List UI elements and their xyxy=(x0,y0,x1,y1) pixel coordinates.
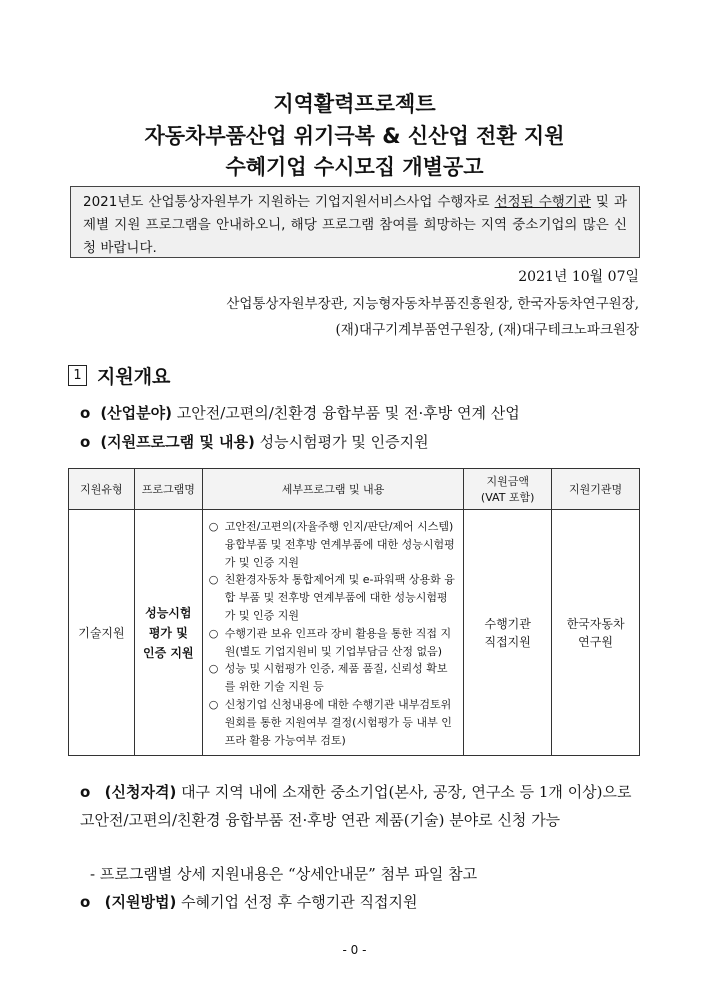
detail-item xyxy=(209,660,458,696)
header-amount: 지원금액 (VAT 포함) xyxy=(464,469,552,510)
detail-item-text: 수행기관 보유 인프라 장비 활용을 통한 직접 지원(별도 기업지원비 및 기업부담금 산정 없음) xyxy=(224,626,452,658)
page-number: - 0 - xyxy=(342,943,367,957)
eligibility-bullet xyxy=(80,778,650,834)
industry-field-text: 고안전/고편의/친환경 융합부품 및 전·후방 연계 산업 xyxy=(171,404,520,422)
support-table xyxy=(68,468,640,756)
detail-item-marker: ○ xyxy=(208,697,219,711)
announcement-date: 2021년 10월 07일 xyxy=(518,269,639,285)
bullet-marker: o xyxy=(80,783,91,801)
cell-amount: 수행기관 직접지원 xyxy=(464,510,552,756)
detail-item-text: 신청기업 신청내용에 대한 수행기관 내부검토위원회를 통한 지원여부 결정(시험평가 등 내부 인프라 활용 가능여부 검토) xyxy=(224,697,452,747)
notice-text-1: 2021년도 산업통상자원부가 지원하는 기업지원서비스사업 수행자로 xyxy=(83,194,495,210)
cell-details xyxy=(202,510,464,756)
notice-box xyxy=(70,186,640,258)
title-line-2: 자동차부품산업 위기극복 & 신산업 전환 지원 xyxy=(144,124,565,148)
detail-item-text: 성능 및 시험평가 인증, 제품 품질, 신뢰성 확보를 위한 기술 지원 등 xyxy=(224,662,448,694)
detail-item xyxy=(209,518,458,571)
program-bullet xyxy=(80,431,429,452)
section-title: 지원개요 xyxy=(97,366,171,388)
detail-item xyxy=(209,625,458,661)
table-row xyxy=(69,510,640,756)
industry-field-label: (산업분야) xyxy=(100,404,172,422)
cell-program-name: 성능시험 평가 및 인증 지원 xyxy=(134,510,202,756)
industry-field-bullet xyxy=(80,402,520,423)
cell-agency: 한국자동차 연구원 xyxy=(552,510,640,756)
organizations-line-1: 산업통상자원부장관, 지능형자동차부품진흥원장, 한국자동차연구원장, xyxy=(226,296,639,312)
method-label: (지원방법) xyxy=(104,893,177,911)
detail-item-marker: ○ xyxy=(208,662,219,676)
table-header-row xyxy=(69,469,640,510)
organizations-line-2: (재)대구기계부품연구원장, (재)대구테크노파크원장 xyxy=(335,322,639,338)
section-number-box: 1 xyxy=(68,365,87,386)
eligibility-text: 대구 지역 내에 소재한 중소기업(본사, 공장, 연구소 등 1개 이상)으로 고안전/고편의/친환경 융합부품 전·후방 연관 제품(기술) 분야로 신청 가능 xyxy=(80,783,632,829)
program-text: 성능시험평가 및 인증지원 xyxy=(254,433,429,451)
cell-support-type: 기술지원 xyxy=(69,510,135,756)
header-agency: 지원기관명 xyxy=(552,469,640,510)
bullet-marker: o xyxy=(80,404,91,422)
header-support-type: 지원유형 xyxy=(69,469,135,510)
eligibility-label: (신청자격) xyxy=(104,783,177,801)
title-line-1: 지역활력프로젝트 xyxy=(273,92,436,116)
notice-text-2: 및 과제별 지원 프로그램을 안내하오니, 해당 프로그램 참여를 희망하는 지역 중소기업의 많은 신청 바랍니다. xyxy=(83,194,627,256)
header-program-name: 프로그램명 xyxy=(134,469,202,510)
method-text: 수혜기업 선정 후 수행기관 직접지원 xyxy=(176,893,418,911)
bullet-marker: o xyxy=(80,433,91,451)
detail-item-marker: ○ xyxy=(208,520,219,533)
detail-item-marker: ○ xyxy=(208,626,219,640)
method-bullet xyxy=(80,888,650,916)
notice-text-underlined: 선정된 수행기관 xyxy=(494,194,591,210)
detail-item xyxy=(209,696,458,749)
detail-item-text: 친환경자동차 통합제어계 및 e-파워팩 상용화 융합 부품 및 전후방 연계부품에 대한 성능시험평가 및 인증 지원 xyxy=(224,573,455,622)
title-line-3: 수혜기업 수시모집 개별공고 xyxy=(225,155,484,179)
section-heading xyxy=(68,362,170,389)
header-details: 세부프로그램 및 내용 xyxy=(202,469,464,510)
program-label: (지원프로그램 및 내용) xyxy=(100,433,255,451)
detail-note: - 프로그램별 상세 지원내용은 “상세안내문” 첨부 파일 참고 xyxy=(90,865,478,883)
detail-item-text: 고안전/고편의(자율주행 인지/판단/제어 시스템)융합부품 및 전후방 연계부품에 대한 성능시험평가 및 인증 지원 xyxy=(224,520,455,569)
bullet-marker: o xyxy=(80,893,91,911)
detail-item-marker: ○ xyxy=(208,573,219,587)
detail-item xyxy=(209,571,458,624)
